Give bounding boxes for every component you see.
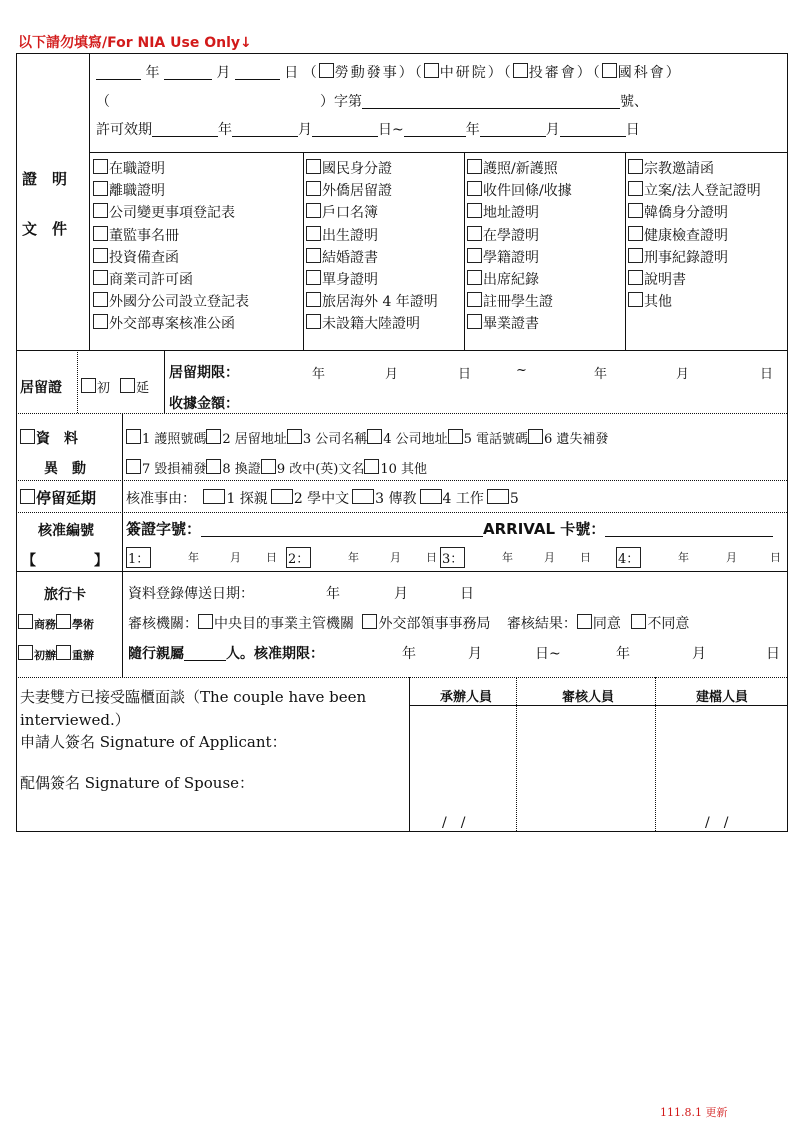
doc-option[interactable] <box>93 180 165 200</box>
doc-checkbox[interactable] <box>306 181 321 196</box>
doc-option[interactable] <box>93 158 165 178</box>
family-count-field[interactable] <box>184 646 226 661</box>
docs-col-divider-1 <box>303 152 304 350</box>
agency-checkbox-4[interactable] <box>602 63 617 78</box>
data-change-checkbox[interactable] <box>20 429 35 444</box>
doc-checkbox[interactable] <box>93 314 108 329</box>
doc-checkbox[interactable] <box>306 159 321 174</box>
approval-slot-year: 年 <box>678 551 689 564</box>
doc-option-label: 在職證明 <box>109 161 165 177</box>
doc-option-label: 宗教邀請函 <box>644 161 714 177</box>
data-change-option-label: 8 換證 <box>222 462 261 477</box>
doc-option-label: 刑事紀錄證明 <box>644 249 728 266</box>
data-change-option-label: 5 電話號碼 <box>463 432 529 447</box>
doc-option[interactable] <box>467 202 539 222</box>
residence-to-year: 年 <box>594 367 608 382</box>
data-change-row1 <box>126 428 608 447</box>
data-change-option-checkbox[interactable] <box>126 459 141 474</box>
agency-checkbox-3[interactable] <box>513 63 528 78</box>
handler-date-mark: / / <box>442 815 466 831</box>
doc-option-label: 學籍證明 <box>483 249 539 266</box>
doc-option[interactable] <box>628 247 728 267</box>
residence-from-year: 年 <box>312 367 326 382</box>
approval-slot-day: 日 <box>266 551 277 564</box>
doc-option[interactable] <box>306 158 392 178</box>
doc-checkbox[interactable] <box>628 159 643 174</box>
valid-from-month[interactable] <box>232 122 298 137</box>
permit-day-field[interactable] <box>235 65 280 80</box>
family-to-month: 月 <box>692 646 706 662</box>
spouse-signature-label[interactable]: 配偶簽名 Signature of Spouse： <box>20 774 255 792</box>
travel-card-issue: 初辦 重辦 <box>18 645 94 663</box>
data-change-option-checkbox[interactable] <box>528 429 543 444</box>
data-change-option-checkbox[interactable] <box>261 459 276 474</box>
valid-to-month[interactable] <box>480 122 546 137</box>
doc-option[interactable] <box>306 180 392 200</box>
doc-checkbox[interactable] <box>628 292 643 307</box>
data-change-option-checkbox[interactable] <box>206 429 221 444</box>
result-disagree-checkbox[interactable] <box>631 614 646 629</box>
data-change-option-checkbox[interactable] <box>448 429 463 444</box>
family-to-year: 年 <box>616 646 630 662</box>
doc-option[interactable] <box>93 247 179 267</box>
applicant-signature-label[interactable]: 申請人簽名 Signature of Applicant： <box>20 733 287 751</box>
data-change-option-checkbox[interactable] <box>206 459 221 474</box>
receipt-amount-label: 收據金額： <box>169 396 239 412</box>
doc-option[interactable] <box>467 225 539 245</box>
residence-divider <box>164 350 165 413</box>
doc-option-label: 在學證明 <box>483 227 539 244</box>
doc-checkbox[interactable] <box>306 248 321 263</box>
doc-option[interactable] <box>467 247 539 267</box>
stay-reason-checkbox[interactable] <box>352 489 374 504</box>
data-change-option-label: 2 居留地址 <box>222 432 287 447</box>
doc-checkbox[interactable] <box>467 270 482 285</box>
frame-left <box>16 53 17 832</box>
residence-from-day: 日 <box>458 367 472 382</box>
doc-option-label: 韓僑身分證明 <box>644 205 728 222</box>
doc-option[interactable] <box>93 291 249 311</box>
stay-reason-label: 1 探親 <box>226 491 268 507</box>
approval-slot-month: 月 <box>544 551 555 564</box>
stay-reason-label: 3 傳教 <box>375 491 417 507</box>
doc-option[interactable] <box>628 225 728 245</box>
visa-number-label: 簽證字號： ARRIVAL 卡號： <box>126 518 773 539</box>
doc-checkbox[interactable] <box>628 203 643 218</box>
stay-reason-label: 5 <box>509 491 519 507</box>
handler-header: 承辦人員 <box>440 690 493 705</box>
doc-option-label: 護照/新護照 <box>483 161 558 177</box>
approval-slot-number[interactable]: 3： <box>440 547 465 568</box>
residence-bottom-divider <box>16 413 787 414</box>
revision-note: 111.8.1 更新 <box>660 1106 728 1119</box>
family-from-month: 月 <box>468 646 482 662</box>
doc-checkbox[interactable] <box>306 292 321 307</box>
travel-business-checkbox[interactable] <box>18 614 33 629</box>
doc-option[interactable] <box>93 202 235 222</box>
stay-extension-label: 停留延期 <box>20 487 96 508</box>
doc-checkbox[interactable] <box>306 314 321 329</box>
residence-tilde: ~ <box>516 363 527 378</box>
staff-divider-2 <box>655 677 656 831</box>
doc-option-label: 出席紀錄 <box>483 272 539 288</box>
nia-use-only-note: 以下請勿填寫/For NIA Use Only↓ <box>18 35 252 51</box>
upload-month: 月 <box>394 586 408 602</box>
doc-option-label: 離職證明 <box>109 183 165 200</box>
approval-label: 核准編號 <box>38 523 94 539</box>
valid-from-day[interactable] <box>312 122 378 137</box>
result-agree-checkbox[interactable] <box>577 614 592 629</box>
permit-row-divider <box>89 152 787 153</box>
stay-reason-checkbox[interactable] <box>487 489 509 504</box>
visa-number-field[interactable] <box>201 522 483 537</box>
data-change-bottom-divider <box>16 480 787 481</box>
family-from-day: 日~ <box>535 646 561 662</box>
reviewer-header: 審核人員 <box>562 690 615 705</box>
doc-option-label: 外僑居留證 <box>322 183 392 200</box>
data-change-option-label: 1 護照號碼 <box>142 432 207 447</box>
data-change-option-label: 10 其他 <box>380 462 428 477</box>
doc-checkbox[interactable] <box>93 181 108 196</box>
approval-slot-number[interactable]: 1： <box>126 547 151 568</box>
approval-slot-month: 月 <box>230 551 241 564</box>
doc-checkbox[interactable] <box>628 270 643 285</box>
doc-option[interactable] <box>306 291 438 311</box>
data-change-option-label: 3 公司名稱 <box>302 432 368 447</box>
valid-from-year[interactable] <box>152 122 218 137</box>
doc-option-label: 外交部專案核准公函 <box>109 316 235 333</box>
travel-card-label: 旅行卡 <box>44 587 86 603</box>
residence-label: 居留證 <box>20 380 62 396</box>
approval-slot-year: 年 <box>502 551 513 564</box>
permit-number-field[interactable] <box>362 94 620 109</box>
doc-option-label: 單身證明 <box>322 272 378 288</box>
travel-initial-checkbox[interactable] <box>18 645 33 660</box>
doc-checkbox[interactable] <box>306 270 321 285</box>
docs-col-divider-3 <box>625 152 626 350</box>
frame-bottom <box>16 831 787 832</box>
stay-reason-label: 4 工作 <box>442 491 484 507</box>
interview-statement-en: interviewed.） <box>20 711 130 729</box>
doc-option[interactable] <box>306 247 378 267</box>
data-change-option-checkbox[interactable] <box>126 429 141 444</box>
data-change-option-checkbox[interactable] <box>367 429 382 444</box>
doc-option[interactable] <box>628 180 761 200</box>
doc-option-label: 畢業證書 <box>483 316 539 333</box>
doc-option-label: 註冊學生證 <box>483 294 553 311</box>
stay-reason-checkbox[interactable] <box>420 489 442 504</box>
residence-period-label: 居留期限： <box>169 365 239 381</box>
docs-title-line1: 證 明 <box>22 170 68 188</box>
doc-checkbox[interactable] <box>467 314 482 329</box>
docs-bottom-divider <box>16 350 787 351</box>
residence-from-month: 月 <box>385 367 399 382</box>
residence-dotted-divider <box>77 350 78 413</box>
archiver-date-mark: / / <box>705 815 729 831</box>
agency-checkbox-1[interactable] <box>319 63 334 78</box>
doc-checkbox[interactable] <box>628 181 643 196</box>
doc-checkbox[interactable] <box>628 226 643 241</box>
travel-bottom-divider <box>16 677 787 678</box>
permit-number-row: （ ）字第 號、 <box>96 94 648 110</box>
doc-option-label: 董監事名冊 <box>109 227 179 244</box>
frame-right <box>787 53 788 832</box>
doc-option[interactable] <box>93 269 193 289</box>
doc-checkbox[interactable] <box>467 159 482 174</box>
approval-slot-year: 年 <box>188 551 199 564</box>
doc-option-label: 健康檢查證明 <box>644 227 728 244</box>
approval-slot-number[interactable]: 2： <box>286 547 311 568</box>
docs-col-divider-2 <box>464 152 465 350</box>
doc-option-label: 結婚證書 <box>322 249 378 266</box>
family-row: 隨行親屬 人。核准期限： <box>128 646 324 662</box>
arrival-card-field[interactable] <box>605 522 773 537</box>
doc-checkbox[interactable] <box>93 226 108 241</box>
data-change-option-label: 4 公司地址 <box>383 432 448 447</box>
doc-checkbox[interactable] <box>467 226 482 241</box>
approval-bracket-close: 】 <box>94 553 108 569</box>
data-change-label1: 資 料 <box>20 428 78 448</box>
upload-date-label: 資料登錄傳送日期： <box>128 586 254 602</box>
approval-slot-month: 月 <box>726 551 737 564</box>
doc-option[interactable] <box>467 269 539 289</box>
residence-to-day: 日 <box>760 367 774 382</box>
doc-option-label: 未設籍大陸證明 <box>322 316 420 333</box>
doc-checkbox[interactable] <box>306 203 321 218</box>
data-change-row2 <box>126 458 427 477</box>
travel-academic-checkbox[interactable] <box>56 614 71 629</box>
data-change-option-label: 6 遺失補發 <box>544 432 609 447</box>
stay-extension-checkbox[interactable] <box>20 489 35 504</box>
approval-slot-month: 月 <box>390 551 401 564</box>
doc-checkbox[interactable] <box>467 181 482 196</box>
approval-slot-day: 日 <box>580 551 591 564</box>
doc-option[interactable] <box>467 158 558 178</box>
data-change-option-label: 9 改中(英)文名 <box>276 462 365 477</box>
docs-label-divider <box>89 53 90 350</box>
travel-label-divider <box>122 571 123 677</box>
archiver-header: 建檔人員 <box>696 690 749 705</box>
doc-option[interactable] <box>306 269 378 289</box>
stay-bottom-divider <box>16 512 787 513</box>
doc-checkbox[interactable] <box>467 292 482 307</box>
doc-option[interactable] <box>467 313 539 333</box>
doc-option-label: 戶口名簿 <box>322 205 378 222</box>
permit-valid-row: 許可效期 年 月 日~ 年 月 日 <box>96 122 640 138</box>
residence-initial-checkbox[interactable] <box>81 378 96 393</box>
permit-year-field[interactable] <box>96 65 141 80</box>
doc-option[interactable] <box>306 225 378 245</box>
residence-type-options: 初 延 <box>81 377 149 396</box>
doc-option[interactable] <box>93 313 235 333</box>
interview-statement-zh: 夫妻雙方已接受臨櫃面談（The couple have been <box>20 688 367 706</box>
stay-reason-label: 2 學中文 <box>293 491 350 507</box>
approval-slot-day: 日 <box>426 551 437 564</box>
valid-to-year[interactable] <box>404 122 466 137</box>
left-label-divider <box>122 413 123 571</box>
doc-option[interactable] <box>93 225 179 245</box>
doc-checkbox[interactable] <box>467 203 482 218</box>
doc-option[interactable] <box>306 202 378 222</box>
upload-day: 日 <box>460 586 474 602</box>
doc-checkbox[interactable] <box>93 270 108 285</box>
stay-reason-checkbox[interactable] <box>203 489 225 504</box>
doc-checkbox[interactable] <box>306 226 321 241</box>
data-change-option-checkbox[interactable] <box>287 429 302 444</box>
frame-top <box>16 53 787 54</box>
doc-checkbox[interactable] <box>93 203 108 218</box>
doc-checkbox[interactable] <box>93 159 108 174</box>
agency-checkbox-2[interactable] <box>424 63 439 78</box>
doc-option[interactable] <box>467 291 553 311</box>
family-from-year: 年 <box>402 646 416 662</box>
doc-option-label: 國民身分證 <box>322 161 392 177</box>
review-central-checkbox[interactable] <box>198 614 213 629</box>
approval-bottom-divider <box>16 571 787 572</box>
permit-month-field[interactable] <box>164 65 212 80</box>
review-row: 審核機關： 中央目的事業主管機關 外交部領事事務局 審核結果： 同意 不同意 <box>128 616 690 632</box>
docs-title-line2: 文 件 <box>22 220 68 238</box>
data-change-label2: 異 動 <box>44 461 86 477</box>
travel-card-type: 商務 學術 <box>18 614 94 632</box>
residence-extend-checkbox[interactable] <box>120 378 135 393</box>
doc-option-label: 投資備查函 <box>109 249 179 266</box>
staff-header-divider <box>409 705 787 706</box>
doc-option[interactable] <box>628 269 686 289</box>
staff-divider-1 <box>516 677 517 831</box>
approval-slot-day: 日 <box>770 551 781 564</box>
stay-reason-checkbox[interactable] <box>271 489 293 504</box>
doc-checkbox[interactable] <box>93 292 108 307</box>
doc-option-label: 立案/法人登記證明 <box>644 183 761 200</box>
doc-option[interactable] <box>628 158 714 178</box>
doc-option[interactable] <box>467 180 572 200</box>
doc-option-label: 商業司許可函 <box>109 272 193 288</box>
doc-option-label: 說明書 <box>644 272 686 288</box>
doc-option-label: 公司變更事項登記表 <box>109 205 235 222</box>
doc-option-label: 其他 <box>644 294 672 311</box>
approval-slot-number[interactable]: 4： <box>616 547 641 568</box>
doc-option-label: 旅居海外 4 年證明 <box>322 294 438 311</box>
doc-option-label: 收件回條/收據 <box>483 183 572 200</box>
doc-checkbox[interactable] <box>467 248 482 263</box>
signature-divider <box>409 677 410 831</box>
data-change-option-label: 7 毀損補發 <box>142 462 207 477</box>
review-mofa-checkbox[interactable] <box>362 614 377 629</box>
doc-option-label: 地址證明 <box>483 205 539 222</box>
doc-option[interactable] <box>628 291 672 311</box>
family-to-day: 日 <box>766 646 780 662</box>
upload-year: 年 <box>326 586 340 602</box>
doc-option[interactable] <box>306 313 420 333</box>
doc-option[interactable] <box>628 202 728 222</box>
residence-to-month: 月 <box>676 367 690 382</box>
data-change-option-checkbox[interactable] <box>364 459 379 474</box>
doc-option-label: 外國分公司設立登記表 <box>109 294 249 311</box>
travel-reissue-checkbox[interactable] <box>56 645 71 660</box>
approval-bracket-open: 【 <box>22 553 36 569</box>
doc-checkbox[interactable] <box>93 248 108 263</box>
approval-slot-year: 年 <box>348 551 359 564</box>
permit-date-row: 年 月 日 （ 勞動發事）（ 中研院）（ 投審會）（ 國科會） <box>96 62 682 82</box>
stay-extension-reasons: 核准事由： 1 探親 2 學中文 3 傳教 4 工作 5 <box>126 491 519 507</box>
valid-to-day[interactable] <box>560 122 626 137</box>
doc-option-label: 出生證明 <box>322 227 378 244</box>
doc-checkbox[interactable] <box>628 248 643 263</box>
